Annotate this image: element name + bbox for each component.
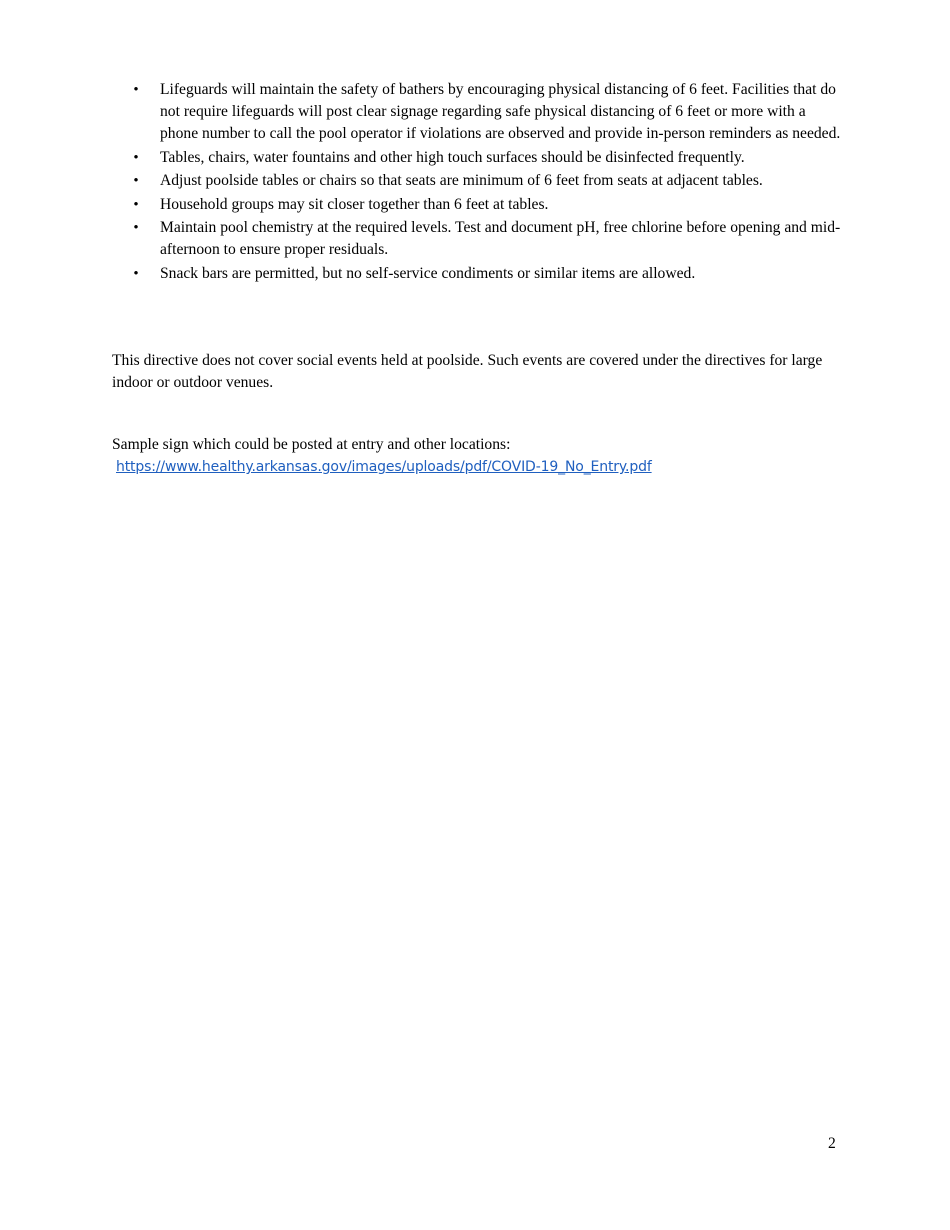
bullet-icon: • <box>133 173 139 189</box>
list-item-text: Tables, chairs, water fountains and other high touch surfaces should be disinfected frequently. <box>160 148 745 166</box>
bullet-icon: • <box>133 196 139 213</box>
guidelines-bullet-list <box>130 79 845 286</box>
bullet-icon: • <box>133 82 139 98</box>
bullet-icon: • <box>133 220 139 236</box>
list-item-text: Lifeguards will maintain the safety of bathers by encouraging physical distancing of 6 feet. Facilities that do not require lifeguards will post clear signage regarding safe physical distancing of 6 feet or more with a phone number to call the pool operator if violations are observed and provide in-person reminders as needed. <box>160 81 841 142</box>
bullet-icon: • <box>133 265 139 282</box>
directive-paragraph: This directive does not cover social events held at poolside. Such events are covered under the directives for large indoor or outdoor venues. <box>112 352 823 391</box>
sample-sign-link[interactable]: https://www.healthy.arkansas.gov/images/uploads/pdf/COVID-19_No_Entry.pdf <box>116 459 652 475</box>
list-item <box>130 147 845 169</box>
list-item <box>130 194 845 216</box>
sample-sign-text: Sample sign which could be posted at entry and other locations: <box>112 436 511 453</box>
list-item-text: Household groups may sit closer together than 6 feet at tables. <box>160 195 549 213</box>
list-item-text: Snack bars are permitted, but no self-service condiments or similar items are allowed. <box>160 264 696 282</box>
list-item <box>130 263 845 285</box>
list-item-text: Maintain pool chemistry at the required levels. Test and document pH, free chlorine before opening and mid-afternoon to ensure proper residuals. <box>160 219 841 258</box>
list-item <box>130 79 845 145</box>
list-item-text: Adjust poolside tables or chairs so that seats are minimum of 6 feet from seats at adjacent tables. <box>160 172 763 189</box>
page-number: 2 <box>828 1135 836 1152</box>
list-item <box>130 170 845 192</box>
bullet-icon: • <box>133 149 139 166</box>
list-item <box>130 217 845 261</box>
